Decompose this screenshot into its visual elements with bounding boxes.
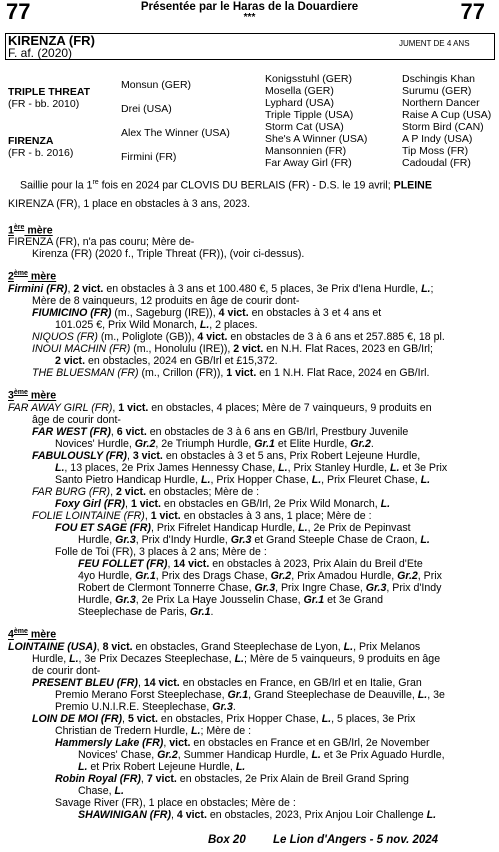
dam3-line: Hurdle, Gr.3, 2e Prix La Haye Jousselin Chase, Gr.1 et 3e Grand xyxy=(78,594,384,606)
dam1-produce: Kirenza (FR) (2020 f., Triple Threat (FR)), (voir ci-dessus). xyxy=(32,248,305,260)
dam4-line: LOIN DE MOI (FR), 5 vict. en obstacles, Prix Hopper Chase, L., 5 places, 3e Prix xyxy=(32,713,416,725)
section-heading-1: 1ère mère xyxy=(8,224,53,237)
dam3-line: FAR BURG (FR), 2 vict. en obstacles; Mère de : xyxy=(32,486,260,498)
section-heading-4: 4ème mère xyxy=(8,628,57,641)
dam4-line: Chase, L. xyxy=(78,785,124,797)
gen4-item: Northern Dancer xyxy=(402,97,480,109)
dam3-line: Novices' Hurdle, Gr.2, 2e Triumph Hurdle, Gr.1 et Elite Hurdle, Gr.2. xyxy=(55,438,374,450)
dam3-line: Hurdle, Gr.3, Prix d'Indy Hurdle, Gr.3 et Grand Steeple Chase de Craon, L. xyxy=(78,534,430,546)
dam3-line: FEU FOLLET (FR), 14 vict. en obstacles à 2023, Prix Alain du Breil d'Ete xyxy=(78,558,423,570)
gen3-item: Mansonnien (FR) xyxy=(265,145,347,157)
dam3-line: Robert de Clermont Tonnerre Chase, Gr.3, Prix Ingre Chase, Gr.3, Prix d'Indy xyxy=(78,582,442,594)
dam4-line: Hammersly Lake (FR), vict. en obstacles en France et en GB/Irl, 2e November xyxy=(55,737,430,749)
dam4-line: Premio U.N.I.R.E. Steeplechase, Gr.3. xyxy=(55,701,236,713)
footer-event: Le Lion d'Angers - 5 nov. 2024 xyxy=(273,834,439,846)
dam-name: FIRENZA xyxy=(8,135,54,147)
dam4-line: Hurdle, L., 3e Prix Decazes Steeplechase, L.; Mère de 5 vainqueurs, 9 produits en âge xyxy=(32,653,441,665)
sire-info: (FR - bb. 2010) xyxy=(8,98,80,110)
gen3-item: Lyphard (USA) xyxy=(265,97,335,109)
dam3-line: FAR AWAY GIRL (FR), 1 vict. en obstacles, 4 places; Mère de 7 vainqueurs, 9 produits en xyxy=(8,402,432,414)
gen3-item: Triple Tipple (USA) xyxy=(265,109,354,121)
dam4-line: Novices' Chase, Gr.2, Summer Handicap Hurdle, L. et 3e Prix Aguado Hurdle, xyxy=(78,749,445,761)
gen3-item: She's A Winner (USA) xyxy=(265,133,368,145)
dam2-line: Firmini (FR), 2 vict. en obstacles à 3 ans et 100.480 €, 5 places, 3e Prix d'Iena Hurdle, L.; xyxy=(8,283,434,295)
dam3-line: L., 13 places, 2e Prix James Hennessy Chase, L., Prix Stanley Hurdle, L. et 3e Prix xyxy=(55,462,448,474)
gen3-item: Mosella (GER) xyxy=(265,85,334,97)
dam2-line: THE BLUESMAN (FR) (m., Crillon (FR)), 1 vict. en 1 N.H. Flat Race, 2024 en GB/Irl. xyxy=(32,367,430,379)
dam3-line: FOU ET SAGE (FR), Prix Fifrelet Handicap Hurdle, L., 2e Prix de Pepinvast xyxy=(55,522,411,534)
dam3-line: Steeplechase de Paris, Gr.1. xyxy=(78,606,214,618)
dam3-line: FAR WEST (FR), 6 vict. en obstacles de 3 à 6 ans en GB/Irl, Prestbury Juvenile xyxy=(32,426,409,438)
pregnancy-status: PLEINE xyxy=(393,179,432,192)
dam3-line: FABULOUSLY (FR), 3 vict. en obstacles à 3 et 5 ans, Prix Robert Lejeune Hurdle, xyxy=(32,450,421,462)
dam2-line: FIUMICINO (FR) (m., Sageburg (IRE)), 4 vict. en obstacles à 3 et 4 ans et xyxy=(32,307,382,319)
gen2-item: Firmini (FR) xyxy=(121,151,177,163)
gen4-item: Dschingis Khan xyxy=(402,73,475,85)
dam4-line: de courir dont- xyxy=(32,665,101,677)
dam4-line: SHAWINIGAN (FR), 4 vict. en obstacles, 2023, Prix Anjou Loir Challenge L. xyxy=(78,809,437,821)
dam4-line: Robin Royal (FR), 7 vict. en obstacles, 2e Prix Alain de Breil Grand Spring xyxy=(55,773,409,785)
dam3-line: 4yo Hurdle, Gr.1, Prix des Drags Chase, Gr.2, Prix Amadou Hurdle, Gr.2, Prix xyxy=(78,570,442,582)
dam4-line: Christian de Tredern Hurdle, L.; Mère de : xyxy=(55,725,252,737)
dam3-line: Santo Pietro Handicap Hurdle, L., Prix Hopper Chase, L., Prix Fleuret Chase, L. xyxy=(55,474,431,486)
gen2-item: Monsun (GER) xyxy=(121,79,192,91)
gen4-item: A P Indy (USA) xyxy=(402,133,473,145)
dam4-line: Premio Merano Forst Steeplechase, Gr.1, Grand Steeplechase de Deauville, L., 3e xyxy=(55,689,445,701)
dam2-line: Mère de 8 vainqueurs, 12 produits en âge de courir dont- xyxy=(32,295,300,307)
dam2-line: NIQUOS (FR) (m., Poliglote (GB)), 4 vict. en obstacles de 3 à 6 ans et 257.885 €, 18 pl. xyxy=(32,331,445,343)
title-stars: *** xyxy=(243,12,256,23)
sire-name: TRIPLE THREAT xyxy=(8,86,91,98)
dam4-line: PRESENT BLEU (FR), 14 vict. en obstacles en France, en GB/Irl et en Italie, Gran xyxy=(32,677,422,689)
lot-number-left: 77 xyxy=(6,0,31,24)
consignor-title: Présentée par le Haras de la Douardiere xyxy=(140,1,359,13)
dam3-line: Folle de Toi (FR), 3 places à 2 ans; Mère de : xyxy=(55,546,267,558)
gen4-item: Surumu (GER) xyxy=(402,85,472,97)
lot-number-right: 77 xyxy=(460,0,485,24)
dam3-line: Foxy Girl (FR), 1 vict. en obstacles en GB/Irl, 2e Prix Wild Monarch, L. xyxy=(55,498,391,510)
gen4-item: Tip Moss (FR) xyxy=(402,145,469,157)
dam4-line: Savage River (FR), 1 place en obstacles; Mère de : xyxy=(55,797,296,809)
horse-sex-year: F. af. (2020) xyxy=(8,46,73,60)
covering-line: Saillie pour la 1re fois en 2024 par CLOVIS DU BERLAIS (FR) - D.S. le 19 avril; PLEINE xyxy=(20,179,432,192)
gen2-item: Drei (USA) xyxy=(121,103,172,115)
gen2-item: Alex The Winner (USA) xyxy=(121,127,230,139)
gen3-item: Far Away Girl (FR) xyxy=(265,157,352,169)
dam-info: (FR - b. 2016) xyxy=(8,147,74,159)
horse-name: KIRENZA (FR) xyxy=(8,33,95,48)
dam2-line: 2 vict. en obstacles, 2024 en GB/Irl et £15,372. xyxy=(55,355,278,367)
section-heading-2: 2ème mère xyxy=(8,270,57,283)
horse-type: JUMENT DE 4 ANS xyxy=(399,39,470,48)
gen3-item: Storm Cat (USA) xyxy=(265,121,344,133)
dam4-line: L. et Prix Robert Lejeune Hurdle, L. xyxy=(78,761,246,773)
dam2-line: INOUI MACHIN (FR) (m., Honolulu (IRE)), 2 vict. en N.H. Flat Races, 2023 en GB/Irl; xyxy=(32,343,433,355)
gen4-item: Cadoudal (FR) xyxy=(402,157,471,169)
section-heading-3: 3ème mère xyxy=(8,389,57,402)
dam3-line: FOLIE LOINTAINE (FR), 1 vict. en obstacles à 3 ans, 1 place; Mère de : xyxy=(32,510,372,522)
horse-summary: KIRENZA (FR), 1 place en obstacles à 3 ans, 2023. xyxy=(8,198,251,210)
gen4-item: Storm Bird (CAN) xyxy=(402,121,484,133)
dam4-line: LOINTAINE (USA), 8 vict. en obstacles, Grand Steeplechase de Lyon, L., Prix Melanos xyxy=(8,641,421,653)
gen3-item: Konigsstuhl (GER) xyxy=(265,73,352,85)
dam1-line: FIRENZA (FR), n'a pas couru; Mère de- xyxy=(8,236,195,248)
gen4-item: Raise A Cup (USA) xyxy=(402,109,492,121)
dam2-line: 101.025 €, Prix Wild Monarch, L., 2 places. xyxy=(55,319,258,331)
dam3-line: âge de courir dont- xyxy=(32,414,121,426)
footer-box: Box 20 xyxy=(208,834,246,846)
